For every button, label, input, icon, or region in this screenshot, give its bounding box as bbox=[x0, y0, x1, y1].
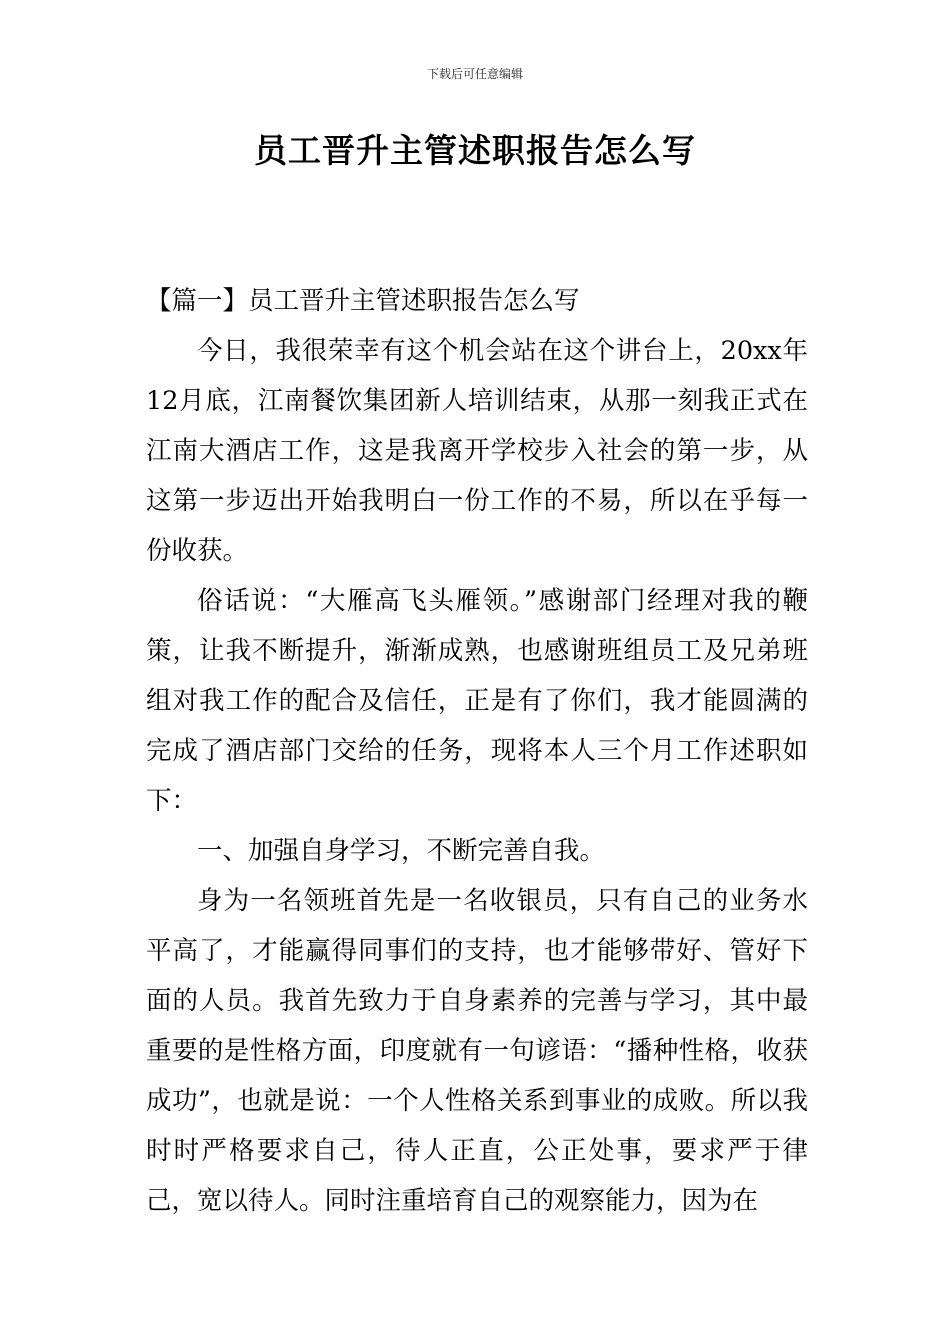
document-body bbox=[146, 276, 808, 1226]
section-heading: 【篇一】员工晋升主管述职报告怎么写 bbox=[146, 286, 580, 316]
paragraph-3: 身为一名领班首先是一名收银员，只有自己的业务水平高了，才能赢得同事们的支持，也才能够带好、管好下面的人员。我首先致力于自身素养的完善与学习，其中最重要的是性格方面，印度就有一句谚语：“播种性格，收获成功”，也就是说：一个人性格关系到事业的成败。所以我时时严格要求自己，待人正直，公正处事，要求严于律己，宽以待人。同时注重培育自己的观察能力，因为在 bbox=[146, 886, 808, 1216]
subheading-1: 一、加强自身学习，不断完善自我。 bbox=[197, 836, 606, 866]
header-note: 下载后可任意编辑 bbox=[426, 67, 523, 81]
paragraph-2: 俗话说：“大雁高飞头雁领。”感谢部门经理对我的鞭策，让我不断提升，渐渐成熟，也感谢班组员工及兄弟班组对我工作的配合及信任，正是有了你们，我才能圆满的完成了酒店部门交给的任务，现将本人三个月工作述职如下： bbox=[146, 586, 808, 816]
document-title: 员工晋升主管述职报告怎么写 bbox=[254, 131, 696, 170]
paragraph-1: 今日，我很荣幸有这个机会站在这个讲台上，20xx年12月底，江南餐饮集团新人培训结束，从那一刻我正式在江南大酒店工作，这是我离开学校步入社会的第一步，从这第一步迈出开始我明白一份工作的不易，所以在乎每一份收获。 bbox=[146, 336, 808, 566]
